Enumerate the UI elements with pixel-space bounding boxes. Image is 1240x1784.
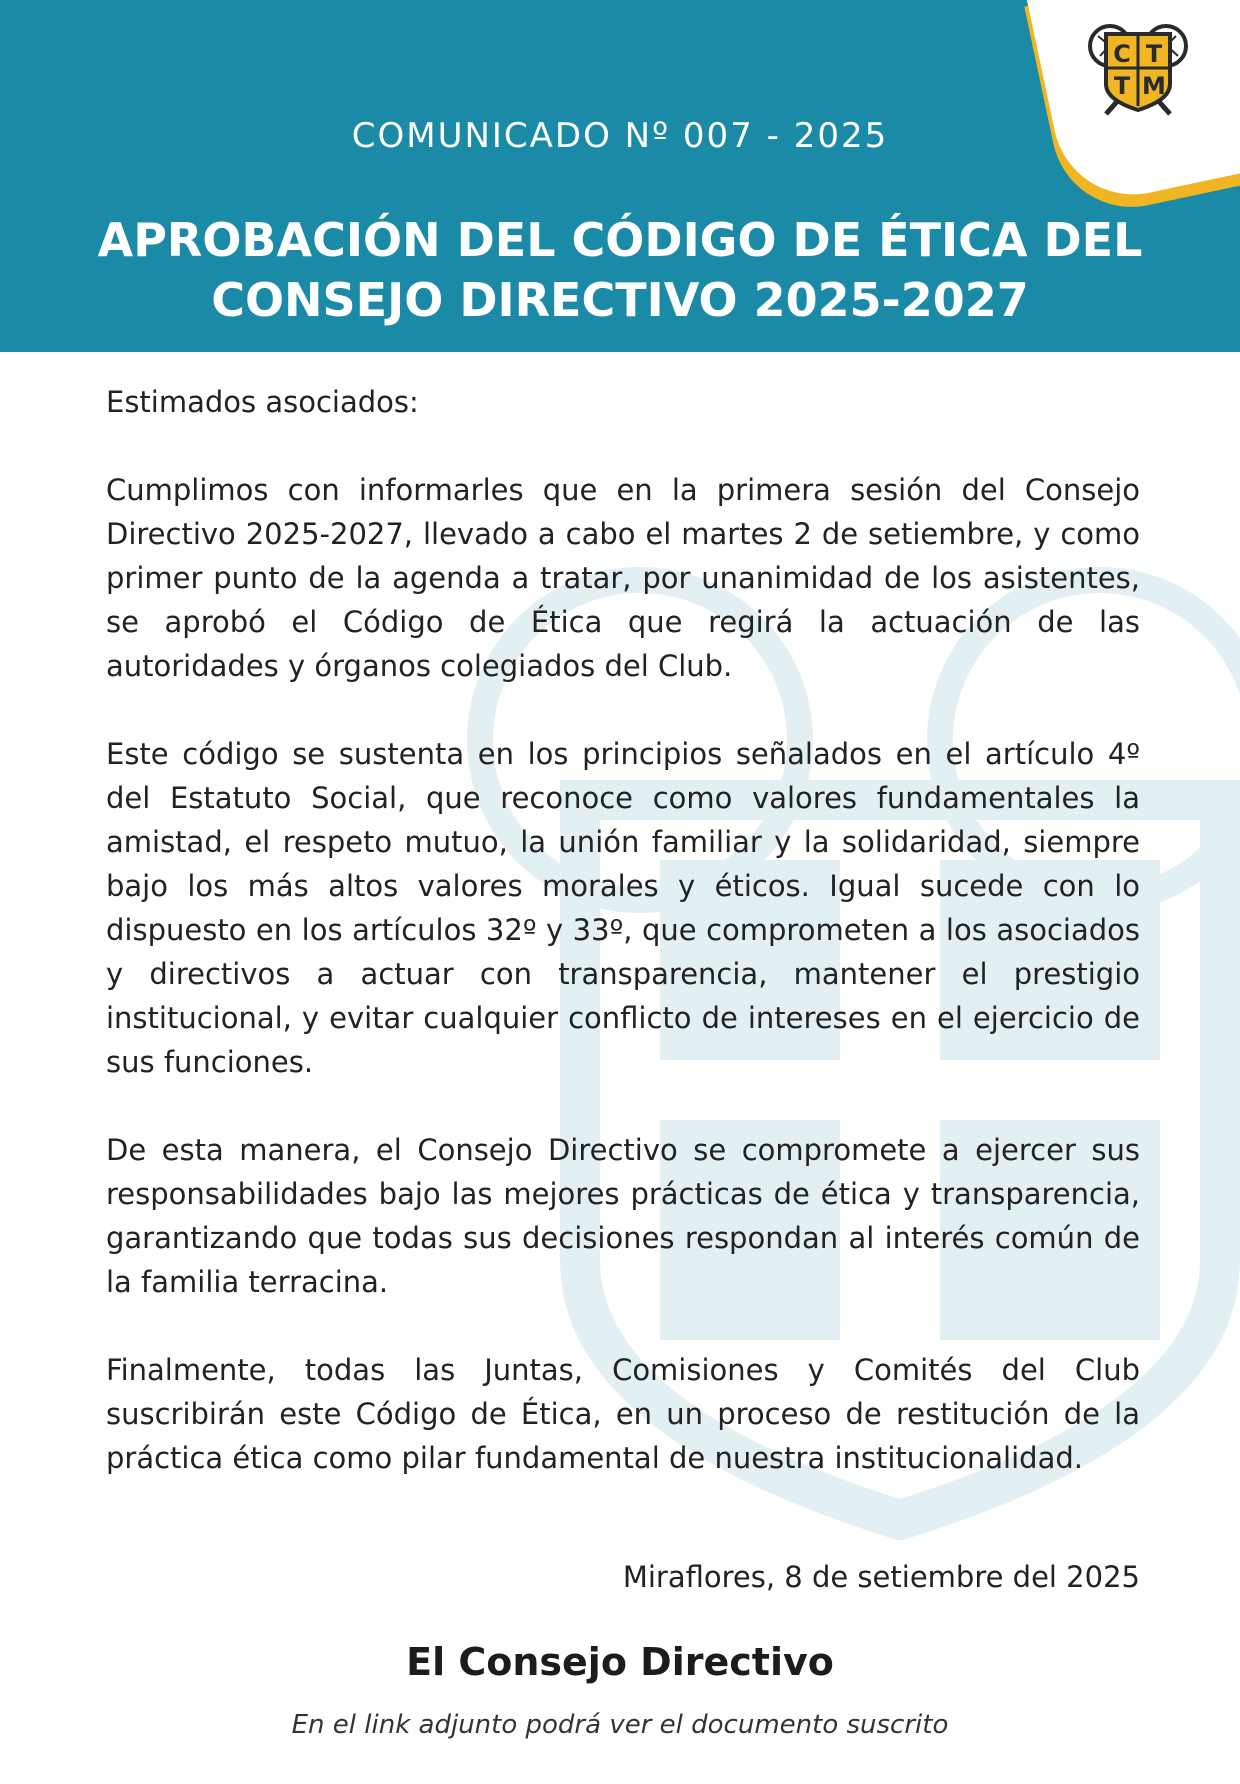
communique-number: COMUNICADO Nº 007 - 2025: [351, 116, 889, 156]
crest-letter-3: T: [1113, 72, 1131, 100]
paragraph-2: Este código se sustenta en los principios señalados en el artículo 4º del Estatuto Social, que reconoce como valores fundamentales la amistad, el respeto mutuo, la unión familiar y la solidaridad, siempre bajo los más altos valores morales y éticos. Igual sucede con lo dispuesto en los artículos 32º y 33º, que comprometen a los asociados y directivos a actuar con transparencia, mantener el prestigio institucional, y evitar cualquier conflicto de intereses en el ejercicio de sus funciones.: [106, 737, 1140, 1079]
document-body: [106, 380, 1140, 1524]
salutation: Estimados asociados:: [106, 385, 419, 419]
signature: El Consejo Directivo: [406, 1640, 834, 1684]
paragraph-1: Cumplimos con informarles que en la primera sesión del Consejo Directivo 2025-2027, llevado a cabo el martes 2 de setiembre, y como primer punto de la agenda a tratar, por unanimidad de los asistentes, se aprobó el Código de Ética que regirá la actuación de las autoridades y órganos colegiados del Club.: [106, 473, 1140, 683]
paragraph-3: De esta manera, el Consejo Directivo se compromete a ejercer sus responsabilidades bajo las mejores prácticas de ética y transparencia, garantizando que todas sus decisiones respondan al interés común de la familia terracina.: [106, 1133, 1140, 1299]
page-title: APROBACIÓN DEL CÓDIGO DE ÉTICA DEL CONSEJO DIRECTIVO 2025-2027: [97, 213, 1143, 327]
crest-letter-1: C: [1113, 40, 1131, 68]
crest-letter-2: T: [1145, 40, 1163, 68]
crest-letter-4: M: [1142, 72, 1166, 100]
paragraph-4: Finalmente, todas las Juntas, Comisiones y Comités del Club suscribirán este Código de Ética, en un proceso de restitución de la práctica ética como pilar fundamental de nuestra institucionalidad.: [106, 1353, 1140, 1475]
header-banner: [0, 0, 1240, 352]
footnote: En el link adjunto podrá ver el documento suscrito: [291, 1710, 949, 1740]
club-crest-icon: [1084, 20, 1192, 120]
place-date: Miraflores, 8 de setiembre del 2025: [622, 1560, 1140, 1594]
